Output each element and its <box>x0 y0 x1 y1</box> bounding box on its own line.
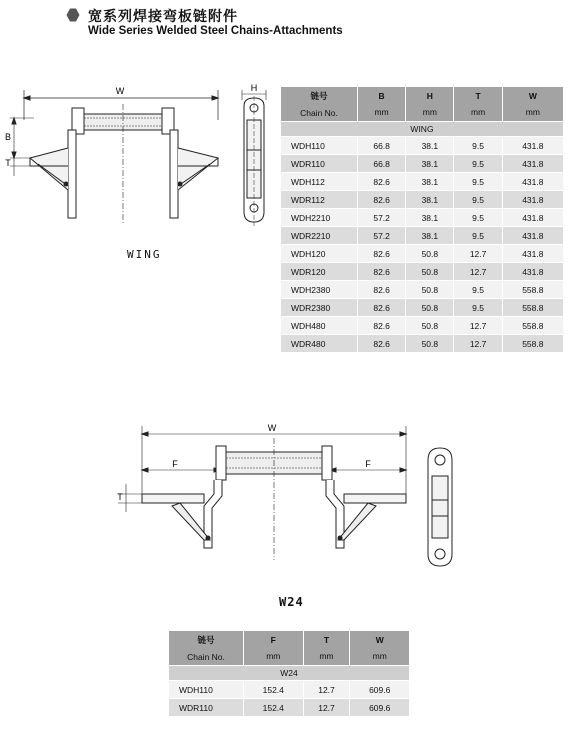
table-cell: 38.1 <box>406 155 454 173</box>
table-cell: 12.7 <box>454 245 502 263</box>
chain-no-cell: WDH480 <box>281 317 358 335</box>
table-header: T mm <box>454 87 502 122</box>
table-cell: 66.8 <box>358 137 406 155</box>
chain-no-cell: WDH110 <box>169 681 244 699</box>
table-cell: 558.8 <box>502 317 563 335</box>
table-cell: 9.5 <box>454 299 502 317</box>
table-cell: 82.6 <box>358 263 406 281</box>
table-cell: 9.5 <box>454 227 502 245</box>
table-cell: 431.8 <box>502 155 563 173</box>
chain-no-cell: WDR2380 <box>281 299 358 317</box>
table-cell: 38.1 <box>406 227 454 245</box>
table-cell: 431.8 <box>502 209 563 227</box>
chain-no-cell: WDR110 <box>281 155 358 173</box>
table-cell: 12.7 <box>303 681 350 699</box>
table-cell: 9.5 <box>454 209 502 227</box>
table-cell: 9.5 <box>454 173 502 191</box>
table-header: B mm <box>358 87 406 122</box>
table-cell: 38.1 <box>406 209 454 227</box>
table-row <box>281 137 564 155</box>
w24-dim-f-right-label: F <box>365 459 371 469</box>
table-cell: 431.8 <box>502 227 563 245</box>
table-header: W mm <box>350 631 410 666</box>
table-cell: 431.8 <box>502 263 563 281</box>
table-cell: 82.6 <box>358 299 406 317</box>
chain-no-cell: WDR2210 <box>281 227 358 245</box>
table-header: T mm <box>303 631 350 666</box>
table-cell: 38.1 <box>406 173 454 191</box>
table-header: F mm <box>244 631 304 666</box>
table-cell: 558.8 <box>502 335 563 353</box>
table-cell: 12.7 <box>454 317 502 335</box>
table-cell: 9.5 <box>454 137 502 155</box>
table-row <box>281 263 564 281</box>
table-cell: 50.8 <box>406 299 454 317</box>
chain-no-cell: WDH120 <box>281 245 358 263</box>
table-cell: 152.4 <box>244 699 304 717</box>
table-cell: 82.6 <box>358 173 406 191</box>
table-header: 链号 Chain No. <box>281 87 358 122</box>
chain-no-cell: WDH110 <box>281 137 358 155</box>
chain-no-cell: WDH112 <box>281 173 358 191</box>
table-row <box>169 681 410 699</box>
table-cell: 609.6 <box>350 681 410 699</box>
table-cell: 82.6 <box>358 191 406 209</box>
table-cell: 9.5 <box>454 191 502 209</box>
table-cell: 50.8 <box>406 335 454 353</box>
table-cell: 50.8 <box>406 317 454 335</box>
table-cell: 9.5 <box>454 155 502 173</box>
table-cell: 82.6 <box>358 245 406 263</box>
table-cell: 558.8 <box>502 281 563 299</box>
w24-dim-t-label: T <box>117 492 123 502</box>
wing-spec-table <box>280 86 564 353</box>
table-cell: 50.8 <box>406 263 454 281</box>
w24-spec-table <box>168 630 410 717</box>
table-cell: 609.6 <box>350 699 410 717</box>
table-cell: 12.7 <box>454 335 502 353</box>
wing-dim-h-label: H <box>250 83 258 93</box>
table-row <box>281 245 564 263</box>
w24-dim-w-label: W <box>267 423 277 433</box>
table-row <box>281 227 564 245</box>
chain-no-cell: WDH2210 <box>281 209 358 227</box>
table-row <box>281 299 564 317</box>
w24-caption: W24 <box>279 595 304 609</box>
table-row <box>281 317 564 335</box>
table-header: H mm <box>406 87 454 122</box>
table-row <box>281 155 564 173</box>
table-section-label: WING <box>281 122 564 137</box>
table-cell: 431.8 <box>502 173 563 191</box>
table-row <box>281 335 564 353</box>
table-cell: 50.8 <box>406 245 454 263</box>
chain-no-cell: WDR112 <box>281 191 358 209</box>
table-section-label: W24 <box>169 666 410 681</box>
chain-no-cell: WDR110 <box>169 699 244 717</box>
chain-no-cell: WDR120 <box>281 263 358 281</box>
table-cell: 82.6 <box>358 281 406 299</box>
table-row <box>281 191 564 209</box>
wing-dim-b-label: B <box>4 132 12 142</box>
table-cell: 152.4 <box>244 681 304 699</box>
table-cell: 431.8 <box>502 137 563 155</box>
table-cell: 38.1 <box>406 191 454 209</box>
wing-caption: WING <box>127 248 162 261</box>
table-cell: 558.8 <box>502 299 563 317</box>
table-header: W mm <box>502 87 563 122</box>
chain-no-cell: WDR480 <box>281 335 358 353</box>
chain-no-cell: WDH2380 <box>281 281 358 299</box>
table-cell: 38.1 <box>406 137 454 155</box>
table-cell: 9.5 <box>454 281 502 299</box>
table-cell: 82.6 <box>358 317 406 335</box>
table-header: 链号 Chain No. <box>169 631 244 666</box>
table-row <box>281 173 564 191</box>
table-cell: 57.2 <box>358 209 406 227</box>
table-cell: 12.7 <box>303 699 350 717</box>
table-cell: 66.8 <box>358 155 406 173</box>
table-cell: 57.2 <box>358 227 406 245</box>
table-cell: 82.6 <box>358 335 406 353</box>
wing-dim-w-label: W <box>115 86 125 96</box>
table-cell: 50.8 <box>406 281 454 299</box>
table-cell: 431.8 <box>502 191 563 209</box>
table-cell: 12.7 <box>454 263 502 281</box>
w24-dim-f-left-label: F <box>172 459 178 469</box>
table-row <box>281 209 564 227</box>
table-row <box>169 699 410 717</box>
table-cell: 431.8 <box>502 245 563 263</box>
table-row <box>281 281 564 299</box>
wing-dim-t-label: T <box>5 158 11 168</box>
page-title-english: Wide Series Welded Steel Chains-Attachments <box>88 25 343 37</box>
page-title-chinese: 宽系列焊接弯板链附件 <box>88 8 238 24</box>
